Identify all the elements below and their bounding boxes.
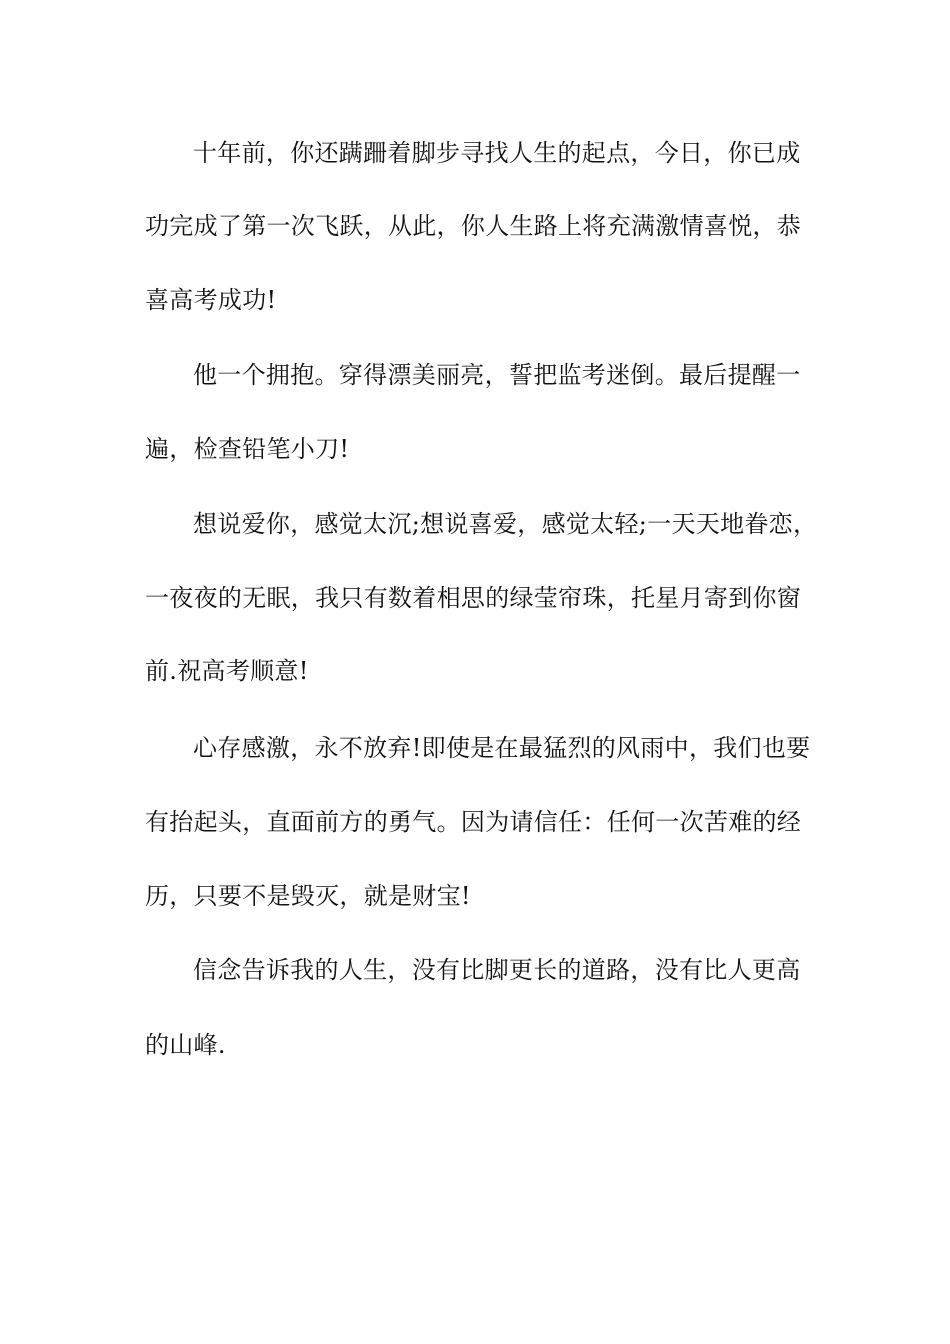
text-line: 历，只要不是毁灭，就是财宝!	[145, 882, 471, 910]
text-line: 有抬起头，直面前方的勇气。因为请信任：任何一次苦难的经	[145, 808, 802, 836]
text-line: 喜高考成功!	[145, 286, 277, 314]
text-line: 十年前，你还蹒跚着脚步寻找人生的起点，今日，你已成	[193, 139, 801, 167]
text-line: 遍，检查铅笔小刀!	[145, 435, 350, 463]
text-line: 一夜夜的无眠，我只有数着相思的绿莹帘珠，托星月寄到你窗	[145, 584, 802, 612]
text-line: 信念告诉我的人生，没有比脚更长的道路，没有比人更高	[193, 956, 801, 984]
text-line: 他一个拥抱。穿得漂美丽亮，誓把监考迷倒。最后提醒一	[193, 361, 801, 389]
text-line: 想说爱你，感觉太沉;想说喜爱，感觉太轻;一天天地眷恋，	[193, 510, 818, 538]
text-line: 功完成了第一次飞跃，从此，你人生路上将充满激情喜悦，恭	[145, 212, 802, 240]
text-line: 的山峰.	[145, 1031, 226, 1059]
text-line: 心存感激，永不放弃!即使是在最猛烈的风雨中，我们也要	[193, 734, 811, 762]
text-line: 前.祝高考顺意!	[145, 657, 309, 685]
